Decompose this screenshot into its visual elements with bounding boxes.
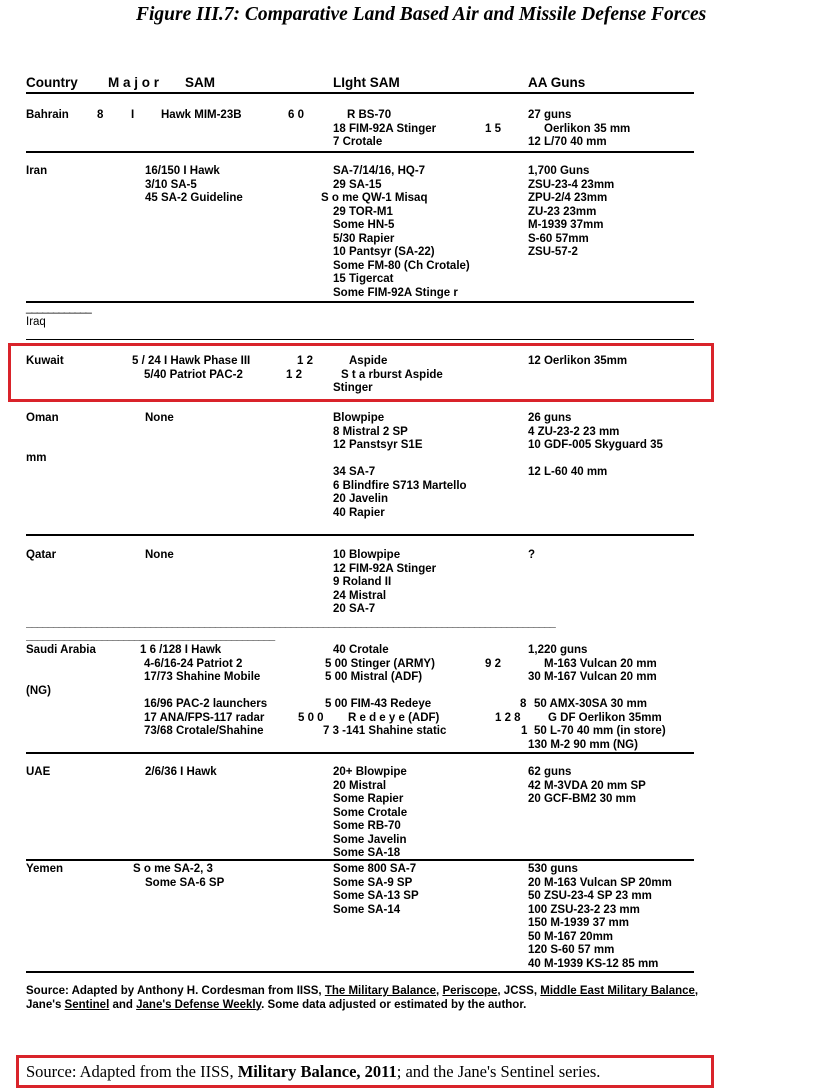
list-item: 12 FIM-92A Stinger (333, 562, 437, 575)
list-item: 5 00 Stinger (ARMY) (325, 657, 435, 670)
list-item: 20+ Blowpipe (333, 766, 407, 778)
source-periscope: Periscope (442, 985, 498, 997)
list-item: 100 ZSU-23-2 23 mm (528, 903, 640, 916)
list-item: 8 Mistral 2 SP (333, 425, 408, 438)
list-item: 16/96 PAC-2 launchers (144, 698, 268, 710)
kuwait-major-count: 1 2 (286, 368, 302, 381)
yemen-light-sam (333, 863, 419, 917)
list-item: 130 M-2 90 mm (NG) (528, 738, 638, 751)
list-item: Some Crotale (333, 806, 408, 819)
list-item: ? (528, 549, 536, 561)
kuwait-major-sam (132, 355, 250, 382)
bahrain-aa-guns (528, 109, 630, 150)
saudi-major-sam (140, 644, 267, 739)
country-oman: Oman (26, 412, 59, 424)
saudi-count: 5 0 0 (298, 711, 324, 724)
list-item: 17/73 Shahine Mobile (144, 671, 261, 683)
list-item: 3/10 SA-5 (145, 178, 197, 191)
list-item: 42 M-3VDA 20 mm SP (528, 779, 646, 792)
country-qatar: Qatar (26, 549, 57, 561)
list-item: 45 SA-2 Guideline (145, 192, 243, 204)
list-item: 150 M-1939 37 mm (528, 917, 630, 929)
list-item: 5 00 FIM-43 Redeye (325, 698, 432, 710)
saudi-count: 8 (520, 698, 527, 710)
list-item: 120 S-60 57 mm (528, 944, 615, 956)
list-item: 50 M-167 20mm (528, 930, 614, 943)
qatar-aa-guns (528, 549, 535, 563)
list-item: 16/150 I Hawk (145, 165, 220, 177)
list-item: Some HN-5 (333, 219, 395, 231)
iran-aa-guns (528, 165, 614, 260)
list-item: 5/40 Patriot PAC-2 (144, 368, 243, 381)
list-item: Some SA-14 (333, 903, 401, 916)
source-sentinel: Sentinel (64, 998, 110, 1011)
list-item: 18 FIM-92A Stinger (333, 122, 437, 135)
header-light-sam: LIght SAM (333, 75, 400, 90)
list-item: 15 Tigercat (333, 273, 394, 285)
list-item: 20 Javelin (333, 493, 388, 505)
list-item: 1,220 guns (528, 644, 588, 656)
list-item: 12 Panstsyr S1E (333, 439, 423, 451)
source-text: , Jane's (26, 985, 699, 1011)
list-item: 5/30 Rapier (333, 232, 395, 245)
iran-major-sam (145, 165, 243, 206)
bahrain-major-count: 8 (97, 109, 104, 121)
oman-light-sam (333, 412, 467, 520)
header-major: M a j o r (108, 75, 160, 90)
country-iraq: Iraq (26, 316, 46, 328)
list-item: SA-7/14/16, HQ-7 (333, 165, 426, 177)
list-item: Stinger (333, 382, 373, 394)
header-country: Country (26, 75, 78, 90)
bahrain-major-extra: 6 0 (288, 109, 304, 121)
list-item: M-163 Vulcan 20 mm (544, 657, 657, 670)
country-yemen: Yemen (26, 863, 64, 875)
saudi-count: 1 (521, 725, 528, 737)
list-item: 20 SA-7 (333, 603, 376, 615)
iraq-dashes: ____________ (26, 302, 91, 314)
bahrain-major-system: Hawk MIM-23B (161, 109, 242, 121)
saudi-light-sam (325, 644, 446, 739)
list-item: 7 Crotale (333, 136, 383, 148)
source-military-balance: The Military Balance (324, 985, 437, 997)
list-item (325, 685, 446, 699)
row-rule (26, 752, 694, 754)
list-item: 40 Crotale (333, 644, 389, 656)
bahrain-major-type: I (131, 109, 135, 121)
source-note (26, 985, 706, 1012)
qatar-divider-2: ______________________________________________ (26, 630, 275, 642)
bottom-source-text: ; and the Jane's Sentinel series. (396, 1062, 601, 1081)
list-item: 73/68 Crotale/Shahine (144, 725, 264, 737)
source-text: Source: Adapted by Anthony H. Cordesman from IISS, (26, 985, 325, 997)
list-item: 10 Blowpipe (333, 549, 401, 561)
yemen-major-sam (133, 863, 224, 890)
header-rule (26, 92, 694, 94)
oman-wrap: mm (26, 452, 47, 464)
bottom-source-text: Source: Adapted from the IISS, (26, 1062, 238, 1081)
saudi-wrap: (NG) (26, 684, 51, 697)
list-item: 9 Roland II (333, 576, 392, 588)
list-item: 20 M-163 Vulcan SP 20mm (528, 876, 672, 889)
country-kuwait: Kuwait (26, 355, 64, 367)
list-item: Some FIM-92A Stinge r (333, 286, 458, 299)
yemen-aa-guns (528, 863, 672, 971)
list-item: 4 ZU-23-2 23 mm (528, 425, 620, 438)
list-item: Some Javelin (333, 833, 407, 846)
list-item: 62 guns (528, 766, 572, 778)
list-item: G DF Oerlikon 35mm (548, 711, 662, 724)
qatar-light-sam (333, 549, 436, 617)
kuwait-aa-guns (528, 355, 627, 369)
list-item (333, 453, 467, 467)
list-item: 5 00 Mistral (ADF) (325, 671, 423, 683)
country-bahrain: Bahrain (26, 109, 69, 121)
bahrain-light-sam (333, 109, 436, 150)
list-item: S t a rburst Aspide (341, 368, 443, 381)
list-item: S o me QW-1 Misaq (321, 192, 428, 204)
list-item: Oerlikon 35 mm (544, 122, 631, 135)
oman-aa-guns (528, 412, 663, 480)
list-item: ZU-23 23mm (528, 205, 597, 218)
list-item: 20 GCF-BM2 30 mm (528, 793, 637, 805)
row-rule (26, 301, 694, 303)
kuwait-light-sam (333, 355, 443, 396)
list-item: Some SA-9 SP (333, 876, 413, 889)
qatar-major-sam: None (145, 549, 174, 561)
country-iran: Iran (26, 165, 48, 177)
figure-title: Figure III.7: Comparative Land Based Air and Missile Defense Forces (136, 4, 707, 25)
bahrain-light-extra: 1 5 (485, 122, 501, 135)
row-rule (26, 151, 694, 153)
list-item: 6 Blindfire S713 Martello (333, 479, 467, 492)
list-item: 34 SA-7 (333, 466, 376, 478)
source-text: . Some data adjusted or estimated by the author. (261, 998, 527, 1011)
country-uae: UAE (26, 766, 51, 778)
list-item: 29 SA-15 (333, 178, 382, 191)
uae-aa-guns (528, 766, 646, 807)
country-saudi-arabia: Saudi Arabia (26, 644, 96, 656)
list-item: 17 ANA/FPS-117 radar (144, 711, 265, 724)
bottom-source (26, 1062, 600, 1082)
list-item: Some SA-18 (333, 847, 401, 859)
list-item: 530 guns (528, 863, 578, 875)
list-item: 5 / 24 I Hawk Phase III (132, 355, 251, 367)
saudi-count: 1 2 8 (495, 711, 521, 724)
list-item: Some SA-6 SP (145, 876, 225, 889)
list-item (528, 685, 666, 699)
list-item: R BS-70 (347, 109, 392, 121)
oman-major-sam: None (145, 412, 174, 424)
list-item: S-60 57mm (528, 232, 589, 245)
list-item: 50 ZSU-23-4 SP 23 mm (528, 890, 652, 902)
list-item: Some 800 SA-7 (333, 863, 417, 875)
list-item: 10 GDF-005 Skyguard 35 (528, 439, 663, 451)
source-janes-defense-weekly: Jane's Defense Weekly (136, 998, 262, 1011)
source-text: , JCSS, (497, 985, 541, 997)
list-item: 7 3 -141 Shahine static (323, 725, 447, 737)
list-item: Aspide (349, 355, 388, 367)
header-sam: SAM (185, 75, 215, 90)
source-text: , (436, 985, 443, 997)
list-item: 1,700 Guns (528, 165, 590, 177)
saudi-count: 9 2 (485, 657, 501, 670)
list-item: 40 Rapier (333, 506, 385, 519)
kuwait-major-count: 1 2 (297, 355, 313, 367)
list-item: M-1939 37mm (528, 219, 604, 231)
header-aa-guns: AA Guns (528, 75, 586, 90)
list-item: 50 AMX-30SA 30 mm (534, 698, 647, 710)
list-item: 12 Oerlikon 35mm (528, 355, 628, 367)
list-item (140, 685, 267, 699)
list-item: 29 TOR-M1 (333, 205, 393, 218)
uae-major-sam: 2/6/36 I Hawk (145, 766, 217, 778)
list-item: 30 M-167 Vulcan 20 mm (528, 671, 657, 683)
list-item (528, 453, 663, 467)
list-item: 50 L-70 40 mm (in store) (534, 725, 666, 737)
list-item: Some FM-80 (Ch Crotale) (333, 259, 470, 272)
row-rule (26, 339, 694, 340)
list-item: 4-6/16-24 Patriot 2 (144, 657, 243, 670)
qatar-divider: __________________________________________________________________________________________________ (26, 617, 555, 629)
list-item: 26 guns (528, 412, 572, 424)
list-item: 10 Pantsyr (SA-22) (333, 246, 435, 258)
list-item: R e d e y e (ADF) (348, 711, 440, 724)
list-item: ZSU-57-2 (528, 246, 578, 258)
list-item: 20 Mistral (333, 779, 387, 792)
list-item: Some SA-13 SP (333, 890, 419, 902)
list-item: 12 L-60 40 mm (528, 466, 608, 478)
row-rule (26, 859, 694, 861)
saudi-aa-guns (528, 644, 666, 752)
list-item: ZPU-2/4 23mm (528, 192, 608, 204)
source-middle-east-military-balance: Middle East Military Balance (540, 985, 695, 997)
list-item: S o me SA-2, 3 (133, 863, 213, 875)
list-item: 12 L/70 40 mm (528, 136, 607, 148)
iran-light-sam (321, 165, 470, 300)
list-item: 1 6 /128 I Hawk (140, 644, 222, 656)
table-bottom-rule (26, 971, 694, 973)
list-item: 24 Mistral (333, 589, 387, 602)
list-item: ZSU-23-4 23mm (528, 178, 615, 191)
list-item: 40 M-1939 KS-12 85 mm (528, 957, 659, 970)
bottom-source-title: Military Balance, 2011 (237, 1062, 397, 1081)
uae-light-sam (333, 766, 407, 861)
list-item: Blowpipe (333, 412, 385, 424)
list-item: 27 guns (528, 109, 572, 121)
list-item: Some Rapier (333, 793, 404, 805)
source-text: and (109, 998, 137, 1011)
list-item: Some RB-70 (333, 820, 401, 832)
row-rule (26, 534, 694, 536)
